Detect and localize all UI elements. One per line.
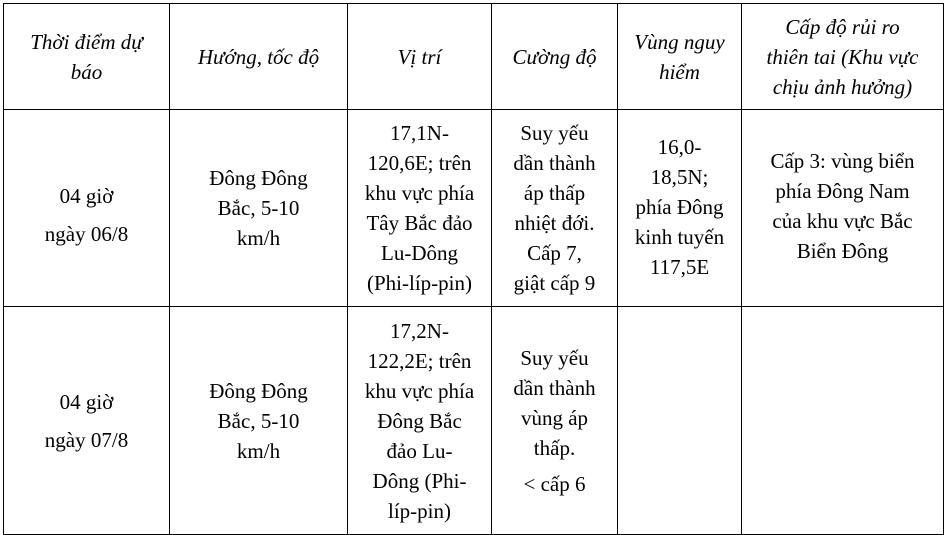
cell-intensity: Suy yếu dần thành áp thấp nhiệt đới. Cấp 7, giật cấp 9 <box>492 110 618 307</box>
cell-time: 04 giờ ngày 07/8 <box>4 307 170 535</box>
cell-danger-zone: 16,0- 18,5N; phía Đông kinh tuyến 117,5E <box>618 110 742 307</box>
header-row <box>4 4 944 110</box>
cell-time: 04 giờ ngày 06/8 <box>4 110 170 307</box>
cell-position: 17,1N- 120,6E; trên khu vực phía Tây Bắc đảo Lu-Dông (Phi-líp-pin) <box>348 110 492 307</box>
cell-position: 17,2N- 122,2E; trên khu vực phía Đông Bắc đảo Lu- Dông (Phi- líp-pin) <box>348 307 492 535</box>
cell-direction: Đông Đông Bắc, 5-10 km/h <box>170 110 348 307</box>
header-forecast-time: Thời điểm dự báo <box>4 4 170 110</box>
header-direction-speed: Hướng, tốc độ <box>170 4 348 110</box>
header-danger-zone: Vùng nguy hiểm <box>618 4 742 110</box>
table-row <box>4 307 944 535</box>
cell-intensity: Suy yếu dần thành vùng áp thấp. < cấp 6 <box>492 307 618 535</box>
cell-direction: Đông Đông Bắc, 5-10 km/h <box>170 307 348 535</box>
table-row <box>4 110 944 307</box>
header-intensity: Cường độ <box>492 4 618 110</box>
storm-forecast-table <box>3 3 944 535</box>
cell-danger-zone-empty <box>618 307 742 535</box>
cell-risk-level-empty <box>742 307 944 535</box>
header-risk-level: Cấp độ rủi ro thiên tai (Khu vực chịu ảnh hưởng) <box>742 4 944 110</box>
header-position: Vị trí <box>348 4 492 110</box>
cell-risk-level: Cấp 3: vùng biển phía Đông Nam của khu vực Bắc Biển Đông <box>742 110 944 307</box>
